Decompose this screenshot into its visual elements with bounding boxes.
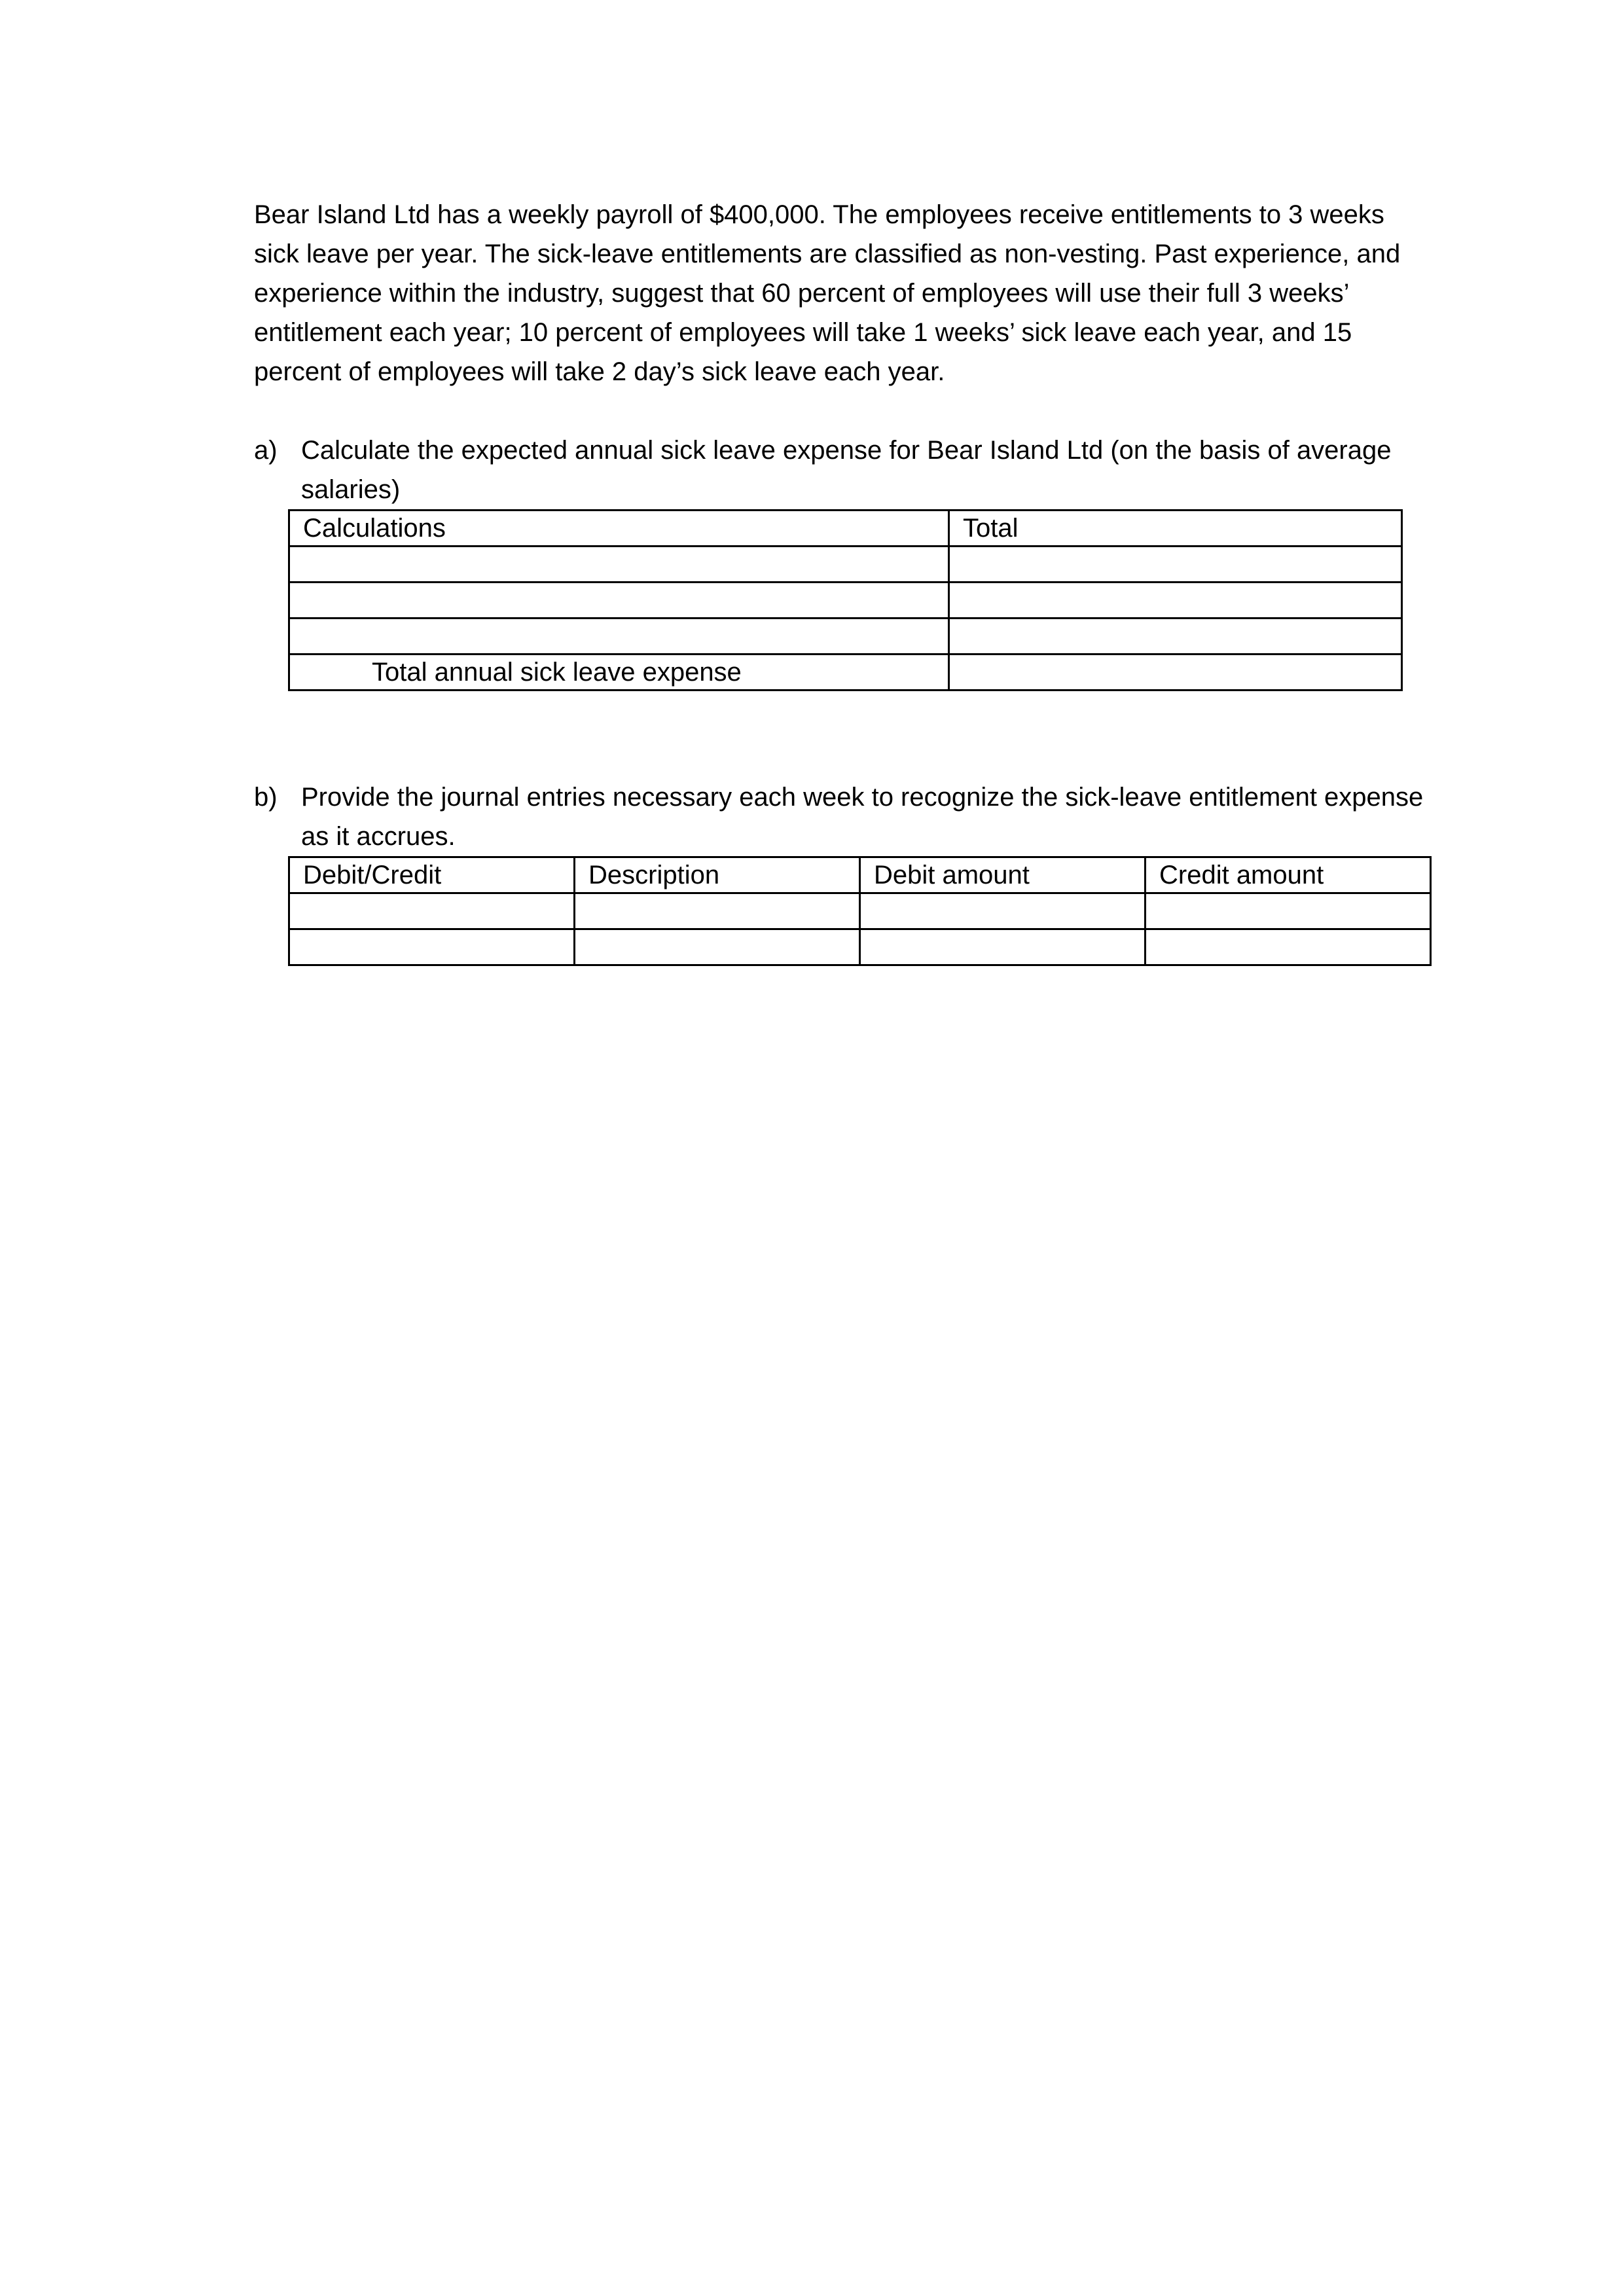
intro-paragraph: Bear Island Ltd has a weekly payroll of $400,000. The employees receive entitlements to 3 weeks sick leave per year. The sick-leave entitlements are classified as non-vesting. Past experience, and experience within the industry, suggest that 60 percent of employees will use their full 3 weeks’ entitlement each year; 10 percent of employees will take 1 weeks’ sick leave each year, and 15 percent of employees will take 2 day’s sick leave each year.	[254, 200, 1401, 386]
table-row	[289, 619, 1402, 655]
question-a-text: Calculate the expected annual sick leave expense for Bear Island Ltd (on the basis of average salaries)	[301, 436, 1392, 504]
table-row	[289, 547, 1402, 583]
table-header-row	[289, 857, 1431, 893]
calc-cell[interactable]	[289, 619, 949, 655]
credit-amount-cell[interactable]	[1146, 893, 1431, 929]
question-a-label: a)	[254, 436, 278, 465]
debit-credit-cell[interactable]	[289, 929, 575, 965]
table-total-row	[289, 655, 1402, 691]
table-header-row	[289, 511, 1402, 547]
header-total: Total	[949, 511, 1402, 547]
journal-entry-table	[288, 856, 1432, 966]
total-annual-label: Total annual sick leave expense	[289, 655, 949, 691]
header-description: Description	[575, 857, 860, 893]
table-row	[289, 893, 1431, 929]
question-b-label: b)	[254, 783, 278, 812]
total-annual-value[interactable]	[949, 655, 1402, 691]
header-credit-amount: Credit amount	[1146, 857, 1431, 893]
total-cell[interactable]	[949, 619, 1402, 655]
credit-amount-cell[interactable]	[1146, 929, 1431, 965]
calc-cell[interactable]	[289, 583, 949, 619]
calculation-table	[288, 509, 1403, 691]
debit-amount-cell[interactable]	[860, 929, 1146, 965]
description-cell[interactable]	[575, 929, 860, 965]
table-row	[289, 583, 1402, 619]
header-debit-credit: Debit/Credit	[289, 857, 575, 893]
total-cell[interactable]	[949, 583, 1402, 619]
question-b-text: Provide the journal entries necessary each week to recognize the sick-leave entitlement expense as it accrues.	[301, 783, 1424, 851]
header-debit-amount: Debit amount	[860, 857, 1146, 893]
description-cell[interactable]	[575, 893, 860, 929]
debit-amount-cell[interactable]	[860, 893, 1146, 929]
header-calculations: Calculations	[289, 511, 949, 547]
calc-cell[interactable]	[289, 547, 949, 583]
total-cell[interactable]	[949, 547, 1402, 583]
table-row	[289, 929, 1431, 965]
debit-credit-cell[interactable]	[289, 893, 575, 929]
